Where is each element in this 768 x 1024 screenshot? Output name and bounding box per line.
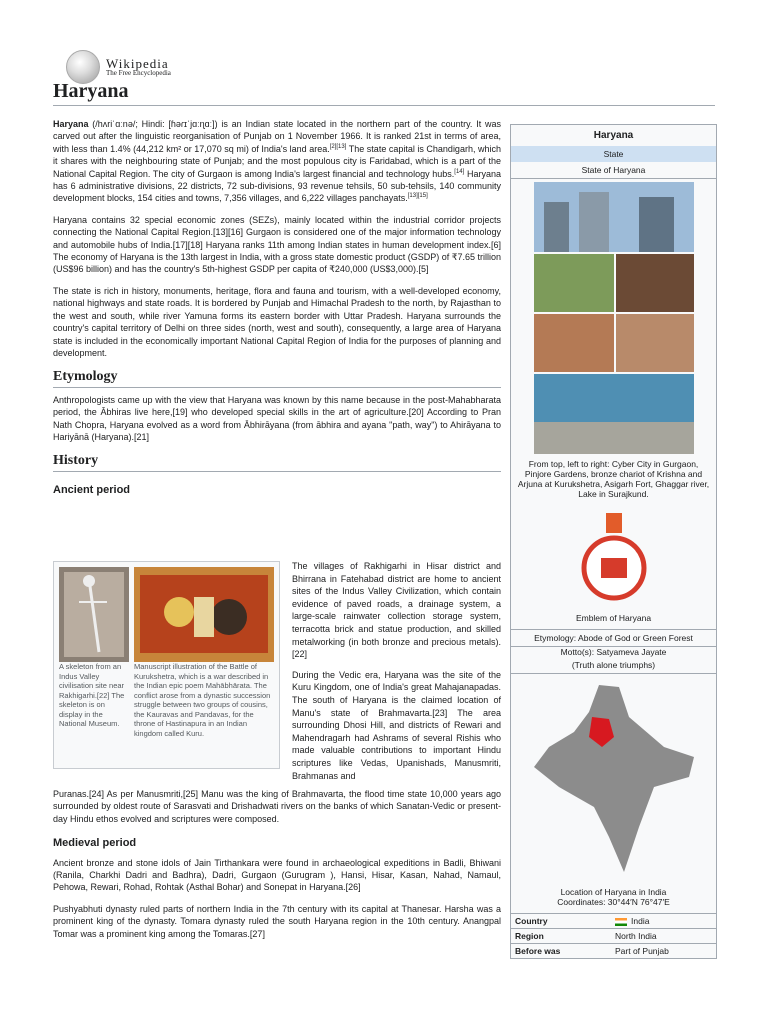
montage-image[interactable] — [534, 182, 694, 454]
logo-wordmark: Wikipedia — [106, 56, 169, 71]
infobox-subtitle: State of Haryana — [511, 162, 716, 179]
medieval-paragraph-2: Pushyabhuti dynasty ruled parts of northern India in the 7th century with its capital at Thanesar. Harsha was a prominent king of the dynasty. Tomara dynasty ruled the south Haryana region in the 10th century. Anangpal Tomar was a prominent king among the Tomaras.[27] — [53, 903, 501, 939]
map-caption: Location of Haryana in India — [560, 887, 667, 897]
infobox-motto-translation: (Truth alone triumphs) — [511, 657, 716, 674]
ancient-period-text — [292, 560, 501, 790]
article-body — [53, 118, 501, 503]
intro-paragraph-2: Haryana contains 32 special economic zones (SEZs), mainly located within the industrial corridor projects connecting the National Capital Region.[13][16] Gurgaon is considered one of the major information technology and automobile hubs of India.[17][18] Haryana ranks 11th among Indian states in human development index.[6] The economy of Haryana is the 13th largest in India, with a gross state domestic product (GSDP) of ₹7.65 trillion (US$96 billion) and has the country's 5th-highest GSDP per capita of ₹240,000 (US$3,000).[5] — [53, 214, 501, 275]
intro-text-c: Haryana has 6 administrative divisions, 22 districts, 72 sub-divisions, 93 revenue tehsils, 50 sub-tehsils, 140 community development blocks, 154 cities and towns, 7,356 villages, and 6,222 villages panchayats. — [53, 168, 501, 204]
etymology-heading: Etymology — [53, 371, 501, 387]
ancient-paragraph-2: During the Vedic era, Haryana was the site of the Kuru Kingdom, one of India's great Mahajanapadas. The south of Haryana is the claimed location of Manu's state of Brahmavarta.[23] The area surrounding Dhosi Hill, and districts of Rewari and Mahendragarh had Ashrams of several Rishis who made valuable contributions to important Hindu scriptures like Vedas, Upanishads, Manusmriti, Brahmanas and — [292, 669, 501, 781]
wikipedia-logo[interactable] — [66, 50, 171, 84]
location-map[interactable] — [524, 677, 704, 882]
lead-term: Haryana — [53, 119, 89, 129]
infobox — [510, 124, 717, 959]
medieval-period-heading: Medieval period — [53, 837, 137, 850]
history-gallery — [53, 561, 280, 769]
intro-text-a: (/hʌriˈɑːnə/; Hindi: [ɦəɾɪˈjɑːɳɑː]) is an Indian state located in the northern part of the country. It was carved out after the linguistic reorganisation of Punjab on 1 November 1966. It is ranked 21st in terms of area, with less than 1.4% (44,212 km² or 17,070 sq mi) of India's land area. — [53, 119, 501, 154]
intro-paragraph-1 — [53, 118, 501, 205]
infobox-row-region: Region North India — [511, 928, 716, 943]
ancient-paragraph-1: The villages of Rakhigarhi in Hisar district and Bhirrana in Fatehabad district are home to ancient sites of the Indus Valley Civilization, which contain evidence of paved roads, a drainage system, a large-scale rainwater collection storage system, terracotta brick and statue production, and skilled metalworking (in both bronze and precious metals).[22] — [292, 561, 501, 660]
citation[interactable]: [13][15] — [407, 193, 428, 200]
etymology-paragraph: Anthropologists came up with the view that Haryana was known by this name because in the post-Mahabharata period, the Âbhiras live here,[19] who developed special skills in the art of agriculture.[20] According to Pran Nath Chopra, Haryana evolved as a word from Ābhirāyana (from ābhira and ayana "path, way") to Ahirāyana to Hariyānā (Haryana).[21] — [53, 394, 501, 442]
ancient-paragraph-cont: Puranas.[24] As per Manusmriti,[25] Manu was the king of Brahmavarta, the flood time state 10,000 years ago surrounded by oldest route of Sarasvati and Drishadwati rivers on the banks of which Sanatan-Vedic or present-day Hindu ethos evolved and scriptures were composed. — [53, 789, 501, 824]
infobox-motto: Motto(s): Satyameva Jayate — [560, 647, 667, 657]
globe-icon — [66, 50, 100, 84]
manuscript-image[interactable] — [134, 567, 274, 662]
history-heading: History — [53, 455, 501, 471]
emblem-caption: Emblem of Haryana — [575, 613, 652, 623]
gallery-caption-skeleton: A skeleton from an Indus Valley civilisation site near Rakhigarhi.[22] The skeleton is on display in the National Museum. — [59, 662, 125, 728]
infobox-row-before: Before was Part of Punjab — [511, 943, 716, 958]
emblem-image[interactable] — [579, 508, 649, 608]
citation[interactable]: [2][13] — [329, 143, 347, 150]
infobox-row-country: Country India — [511, 913, 716, 928]
citation[interactable]: [14] — [454, 168, 465, 175]
infobox-type: State — [511, 146, 716, 162]
infobox-title: Haryana — [593, 130, 634, 141]
intro-text-b: The state capital is Chandigarh, which it shares with the neighbouring state of Punjab; and the most populous city is Faridabad, which is a part of the National Capital Region. The city of Gurgaon is among India's largest financial and technology hubs. — [53, 143, 501, 179]
montage-caption: From top, left to right: Cyber City in Gurgaon, Pinjore Gardens, bronze chariot of Krishna and Arjuna at Kurukshetra, Asigarh Fort, Ghaggar river, Lake in Surajkund. — [517, 459, 710, 499]
india-flag-icon — [615, 918, 627, 926]
medieval-paragraph-1: Ancient bronze and stone idols of Jain Tirthankara were found in archaeological expeditions in Badli, Bhiwani (Ranila, Charkhi Dadri and Badhra), Dadri, Gurgaon (Gurugram ), Hansi, Hisar, Kasan, Nahad, Namaul, Pehowa, Rewari, Rohad, Rohtak (Asthal Bohar) and Sonepat in Haryana.[26] — [53, 857, 501, 893]
gallery-caption-manuscript: Manuscript illustration of the Battle of Kurukshetra, which is a war described in the Indian epic poem Mahābhārata. The conflict arose from a dynastic succession struggle between two groups of cousins, the Kauravas and Pandavas, for the throne of Hastinapura in an Indian kingdom called Kuru. — [134, 662, 271, 738]
intro-paragraph-3: The state is rich in history, monuments, heritage, flora and fauna and tourism, with a well-developed economy, national highways and state roads. It is bordered by Punjab and Himachal Pradesh to the north, by Rajasthan to the west and south, while river Yamuna forms its eastern border with Uttar Pradesh. Haryana surrounds the country's capital territory of Delhi on three sides (north, west and south), consequently, a large area of Haryana state is included in the economically important National Capital Region of India for the purposes of planning and development. — [53, 285, 501, 358]
title-divider — [53, 105, 715, 106]
history-continued — [53, 788, 501, 949]
ancient-period-heading: Ancient period — [53, 483, 131, 496]
infobox-etymology: Etymology: Abode of God or Green Forest — [511, 629, 716, 647]
page-title: Haryana — [53, 80, 129, 102]
coordinates[interactable]: Coordinates: 30°44′N 76°47′E — [557, 897, 670, 907]
logo-tagline: The Free Encyclopedia — [106, 69, 171, 77]
skeleton-image[interactable] — [59, 567, 129, 662]
